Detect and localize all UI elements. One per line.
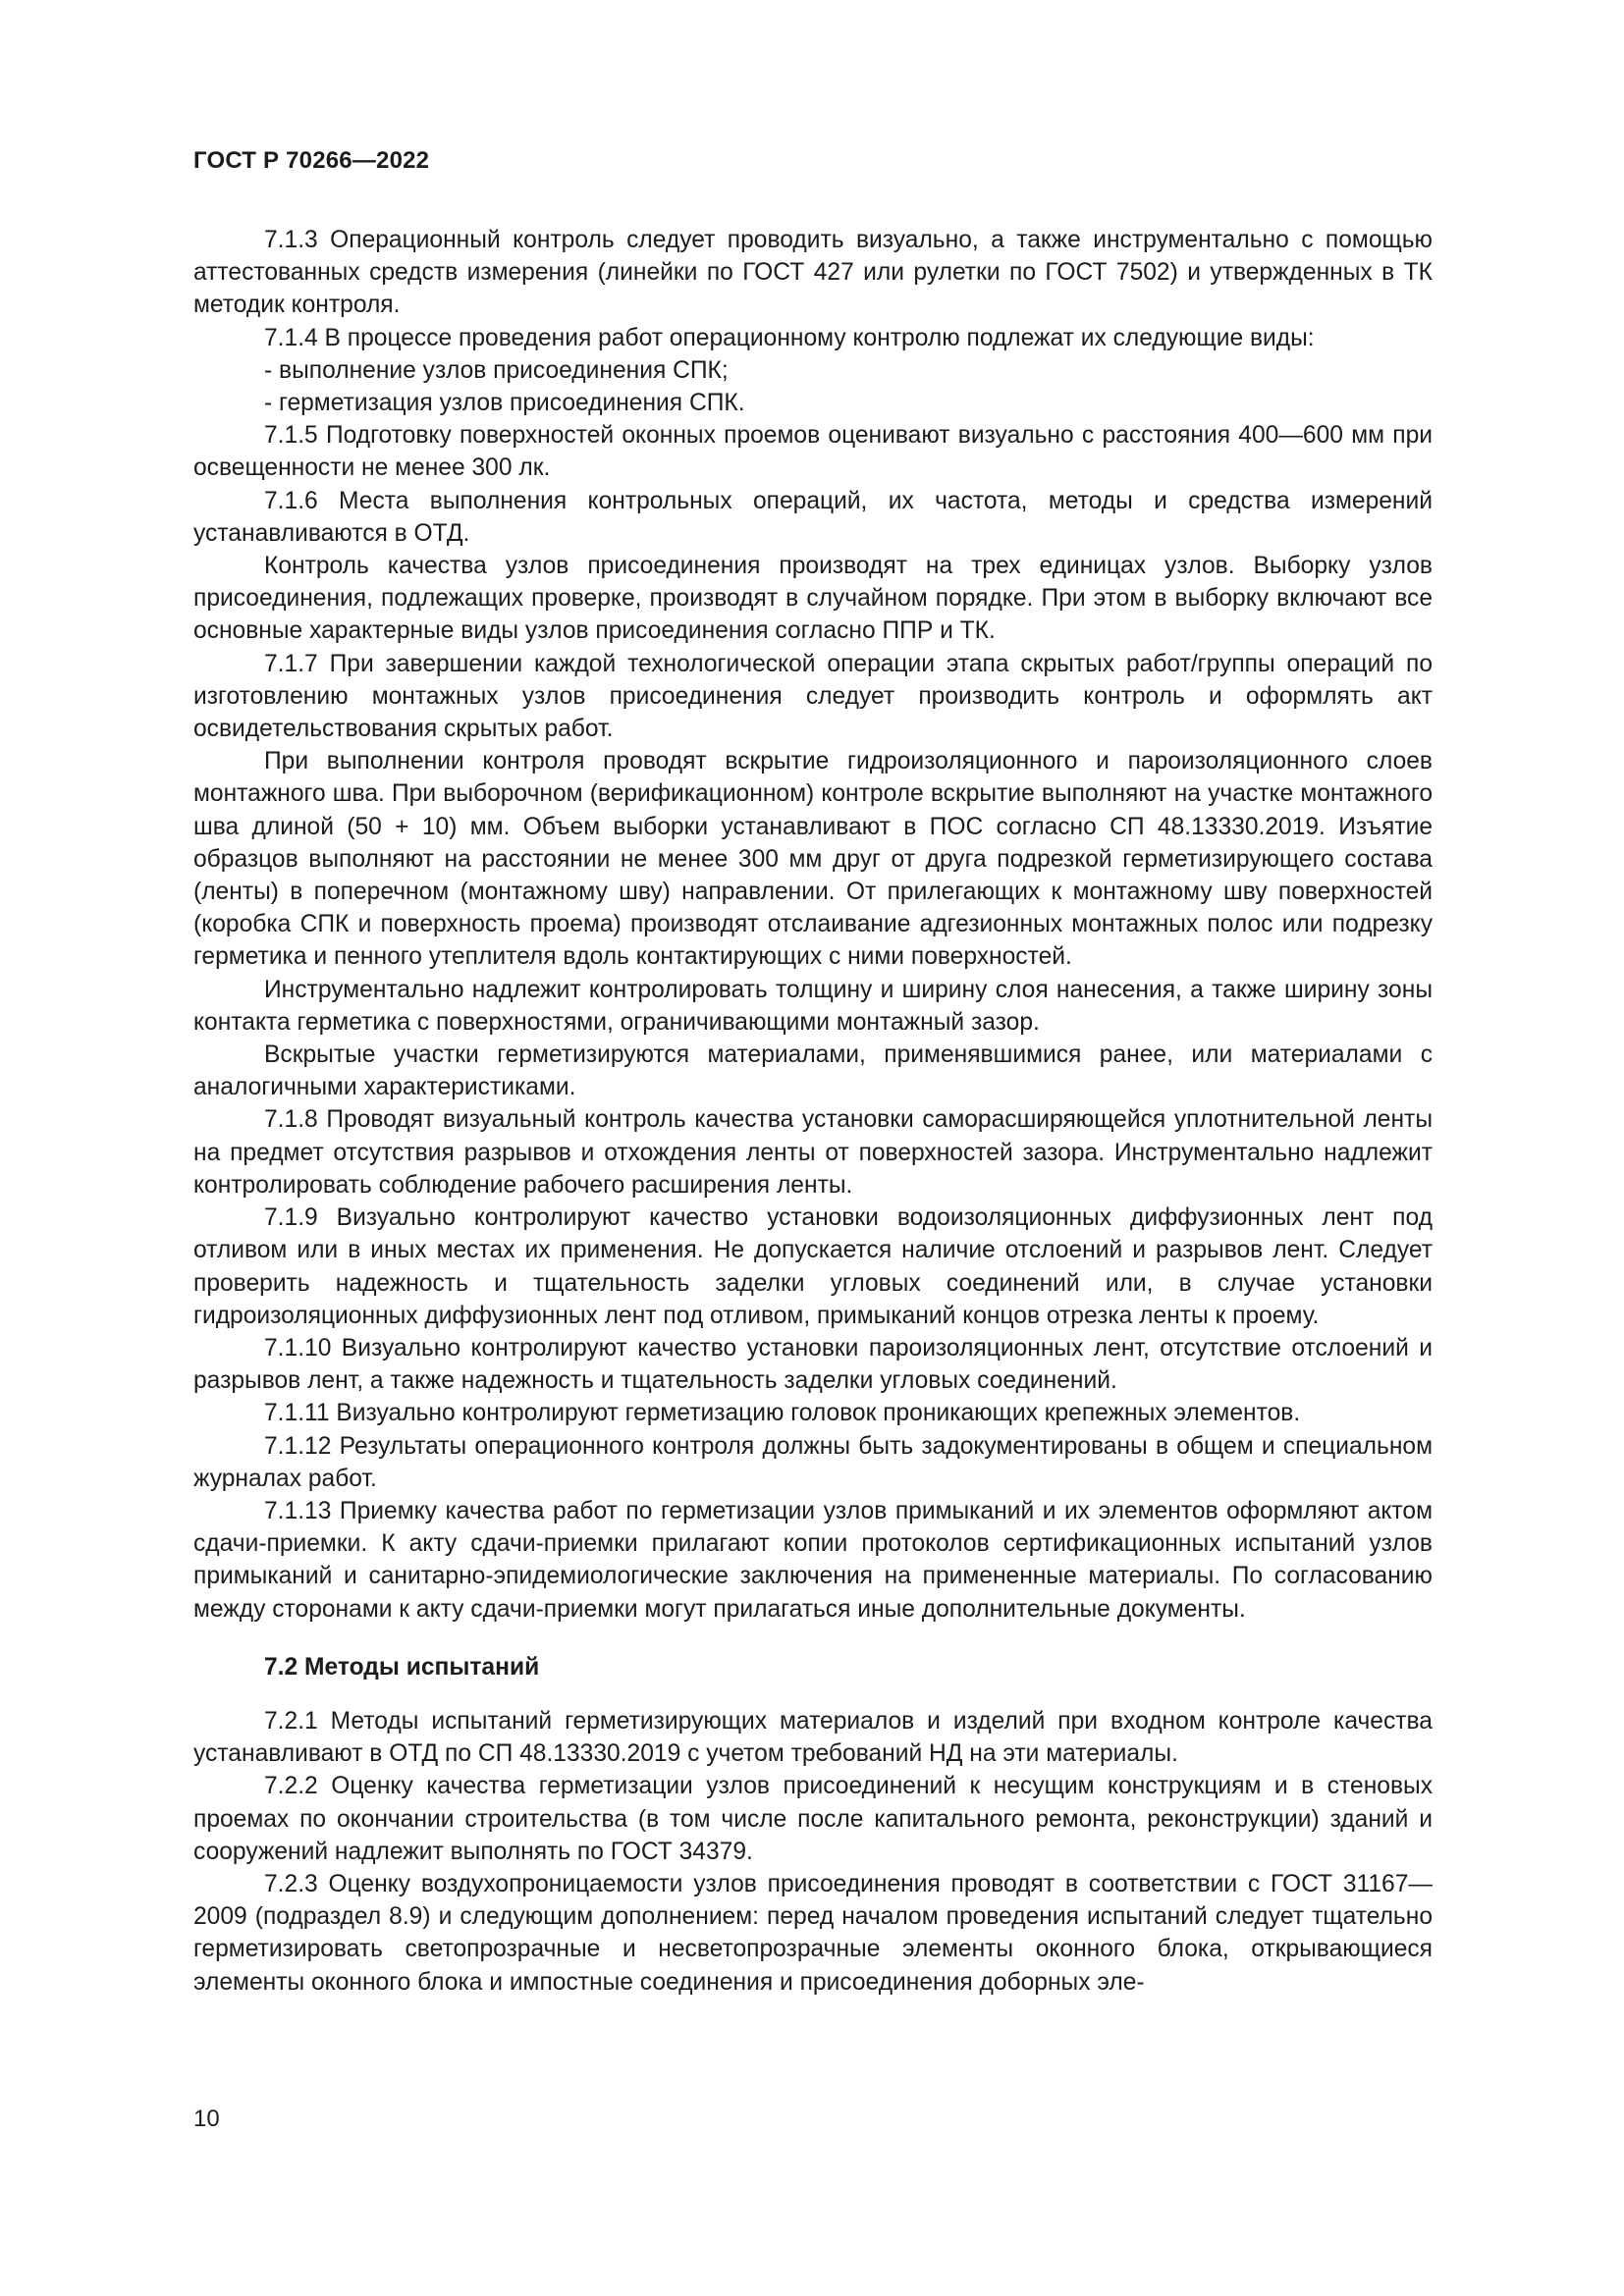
paragraph-7-1-6: 7.1.6 Места выполнения контрольных операций, их частота, методы и средства измерений устанавливаются в ОТД. [193, 487, 1433, 547]
paragraph-instrumental-control: Инструментально надлежит контролировать толщину и ширину слоя нанесения, а также ширину зоны контакта герметика с поверхностями, ограничивающими монтажный зазор. [193, 976, 1433, 1036]
paragraph-7-1-7: 7.1.7 При завершении каждой технологической операции этапа скрытых работ/группы операций по изготовлению монтажных узлов присоединения следует производить контроль и оформлять акт освидетельствования скрытых работ. [193, 650, 1433, 743]
list-item-connection: - выполнение узлов присоединения СПК; [264, 356, 729, 384]
document-header: ГОСТ Р 70266—2022 [193, 147, 430, 174]
paragraph-7-1-12: 7.1.12 Результаты операционного контроля должны быть задокументированы в общем и специальном журналах работ. [193, 1432, 1433, 1492]
document-body [193, 224, 1433, 1999]
paragraph-7-1-4: 7.1.4 В процессе проведения работ операционному контролю подлежат их следующие виды: [264, 324, 1315, 351]
paragraph-7-2-2: 7.2.2 Оценку качества герметизации узлов присоединений к несущим конструкциям и в стеновых проемах по окончании строительства (в том числе после капитального ремонта, реконструкции) зданий и сооружений надлежит выполнять по ГОСТ 34379. [193, 1773, 1433, 1865]
paragraph-7-1-10: 7.1.10 Визуально контролируют качество установки пароизоляционных лент, отсутствие отслоений и разрывов лент, а также надежность и тщательность заделки угловых соединений. [193, 1334, 1433, 1395]
paragraph-quality-control: Контроль качества узлов присоединения производят на трех единицах узлов. Выборку узлов присоединения, подлежащих проверке, производят в случайном порядке. При этом в выборку включают все основные характерные виды узлов присоединения согласно ППР и ТК. [193, 553, 1433, 645]
page-number: 10 [193, 2106, 220, 2132]
paragraph-7-1-8: 7.1.8 Проводят визуальный контроль качества установки саморасширяющейся уплотнительной ленты на предмет отсутствия разрывов и отхождения ленты от поверхностей зазора. Инструментально надлежит контролировать соблюдение рабочего расширения ленты. [193, 1106, 1433, 1199]
paragraph-7-1-13: 7.1.13 Приемку качества работ по герметизации узлов примыканий и их элементов оформляют актом сдачи-приемки. К акту сдачи-приемки прилагают копии протоколов сертификационных испытаний узлов примыканий и санитарно-эпидемиологические заключения на примененные материалы. По согласованию между сторонами к акту сдачи-приемки могут прилагаться иные дополнительные документы. [193, 1497, 1433, 1623]
paragraph-7-1-9: 7.1.9 Визуально контролируют качество установки водоизоляционных диффузионных лент под отливом или в иных местах их применения. Не допускается наличие отслоений и разрывов лент. Следует проверить надежность и тщательность заделки угловых соединений или, в случае установки гидроизоляционных диффузионных лент под отливом, примыканий концов отрезка ленты к проему. [193, 1204, 1433, 1329]
paragraph-7-2-3: 7.2.3 Оценку воздухопроницаемости узлов присоединения проводят в соответствии с ГОСТ 31167—2009 (подраздел 8.9) и следующим дополнением: перед началом проведения испытаний следует тщательно герметизировать светопрозрачные и несветопрозрачные элементы оконного блока, открывающиеся элементы оконного блока и импостные соединения и присоединения доборных эле- [193, 1870, 1433, 1996]
paragraph-opening-inspection: При выполнении контроля проводят вскрытие гидроизоляционного и пароизоляционного слоев монтажного шва. При выборочном (верификационном) контроле вскрытие выполняют на участке монтажного шва длиной (50 + 10) мм. Объем выборки устанавливают в ПОС согласно СП 48.13330.2019. Изъятие образцов выполняют на расстоянии не менее 300 мм друг от друга подрезкой герметизирующего состава (ленты) в поперечном (монтажному шву) направлении. От прилегающих к монтажному шву поверхностей (коробка СПК и поверхность проема) производят отслаивание адгезионных монтажных полос или подрезку герметика и пенного утеплителя вдоль контактирующих с ними поверхностей. [193, 748, 1433, 971]
paragraph-7-1-5: 7.1.5 Подготовку поверхностей оконных проемов оценивают визуально с расстояния 400—600 мм при освещенности не менее 300 лк. [193, 422, 1433, 482]
paragraph-opened-areas: Вскрытые участки герметизируются материалами, применявшимися ранее, или материалами с аналогичными характеристиками. [193, 1041, 1433, 1101]
list-item-sealing: - герметизация узлов присоединения СПК. [264, 390, 745, 417]
paragraph-7-2-1: 7.2.1 Методы испытаний герметизирующих материалов и изделий при входном контроле качества устанавливают в ОТД по СП 48.13330.2019 с учетом требований НД на эти материалы. [193, 1707, 1433, 1768]
paragraph-7-1-3: 7.1.3 Операционный контроль следует проводить визуально, а также инструментально с помощью аттестованных средств измерения (линейки по ГОСТ 427 или рулетки по ГОСТ 7502) и утвержденных в ТК методик контроля. [193, 227, 1433, 319]
paragraph-7-1-11: 7.1.11 Визуально контролируют герметизацию головок проникающих крепежных элементов. [264, 1400, 1301, 1427]
section-heading-7-2: 7.2 Методы испытаний [264, 1653, 540, 1681]
